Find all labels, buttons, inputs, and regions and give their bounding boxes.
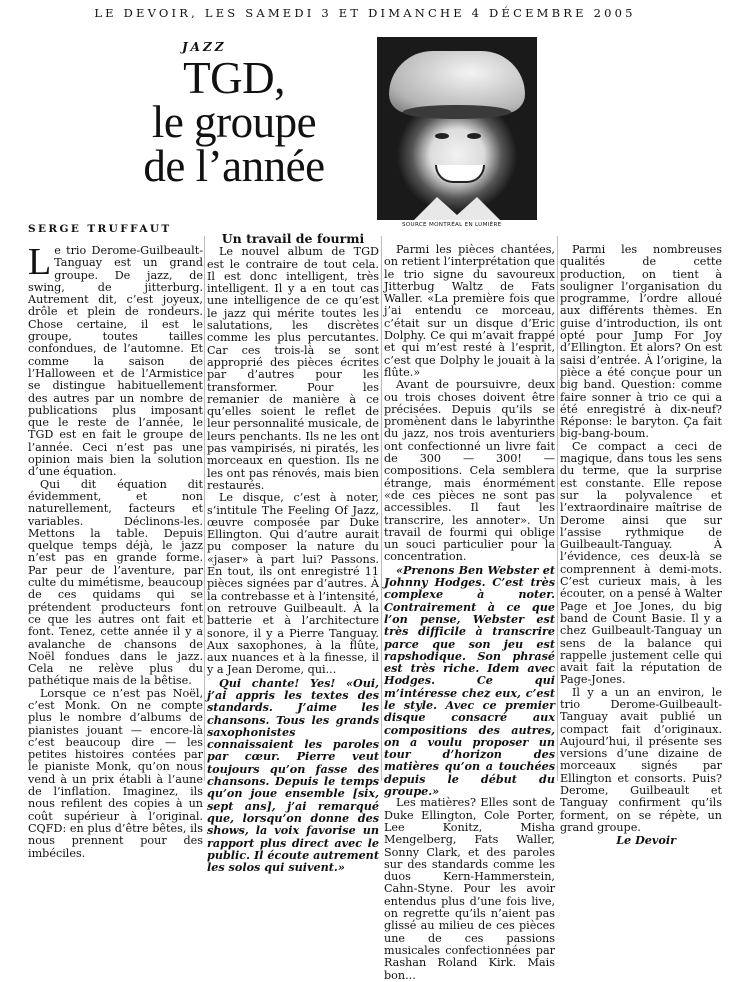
paragraph: Il y a un an environ, le trio Derome-Guilbeault-Tanguay avait publié un compact fait d’originaux. Aujourd’hui, il présente ses versions d’une dizaine de morceaux signés par Ellington et consorts. Puis? Derome, Guilbeault et Tanguay confirment qu’ils forment, on se répète, un grand groupe. <box>560 685 722 834</box>
eye-right-shape <box>467 133 481 139</box>
paragraph: Parmi les nombreuses qualités de cette production, on tient à souligner l’organisation du programme, l’ordre alloué aux différents thèmes. En guise d’introduction, ils ont opté pour Jump For Joy d’Ellington. Et alors? On est saisi d’entrée. À l’origine, la pièce a été conçue pour un big band. Question: comme faire sonner à trio ce qui a été enregistré à dix-neuf? Réponse: le baryton. Ça fait big-bang-boum. <box>560 243 722 441</box>
paragraph: Le nouvel album de TGD est le contraire de tout cela. Il est donc intelligent, très intelligent. Il y a en tout cas une intelligence de ce qu’est le jazz qui mérite toutes les salutations, les discrètes comme les plus percutantes. Car ces trois-là se sont approprié des pièces écrites par d’autres pour les transformer. Pour les remanier de manière à ce qu’elles soient le reflet de leur personnalité musicale, de leurs penchants. Ils ne les ont pas vampirisés, ni piratés, les morceaux en question. Ils ne les ont pas rénovés, mais bien restaurés. <box>207 245 379 492</box>
paragraph: Les matières? Elles sont de Duke Ellington, Cole Porter, Lee Konitz, Misha Mengelberg, Fats Waller, Sonny Clark, et des paroles sur des standards comme les duos Kern-Hammerstein, Cahn-Styne. Pour les avoir entendus plus d’une fois live, on regrette qu’ils n’aient pas glissé au milieu de ces pièces une de ces passions musicales confectionnées par Rashan Roland Kirk. Mais bon... <box>384 796 555 982</box>
eye-left-shape <box>435 133 449 139</box>
column-rule <box>557 236 558 781</box>
paragraph: Parmi les pièces chantées, on retient l’interprétation que le trio signe du savoureux Jitterbug Waltz de Fats Waller. «La première fois que j’ai entendu ce morceau, c’était sur un disque d’Eric Dolphy. Ce qui m’avait frappé et qui m’est resté à l’esprit, c’est que Dolphy le jouait à la flûte.» <box>384 243 555 379</box>
article-column-3 <box>384 244 555 982</box>
subheading: Un travail de fourmi <box>221 231 365 246</box>
quote-paragraph: Qui chante! Yes! «Oui, j’ai appris les textes des standards. J’aime les chansons. Tous les grands saxophonistes connaissaient les paroles par cœur. Pierre veut toujours qu’on fasse des chansons. Depuis le temps qu’on joue ensemble [six, sept ans], j’ai remarqué que, lorsqu’on donne des shows, la voix favorise un rapport plus direct avec le public. Il écoute autrement les solos qui suivent.» <box>207 675 379 875</box>
column-rule <box>381 236 382 781</box>
headline-line-2: le groupe <box>151 97 317 147</box>
byline: SERGE TRUFFAUT <box>28 223 172 235</box>
collar-shape <box>407 197 507 220</box>
article-column-4 <box>560 244 722 847</box>
hat-shape <box>389 51 525 113</box>
masthead: LE DEVOIR, LES SAMEDI 3 ET DIMANCHE 4 DÉCEMBRE 2005 <box>94 6 636 20</box>
paragraph: Qui dit équation dit évidemment, et non naturellement, facteurs et variables. Déclinons-les. Mettons la table. Depuis quelque temps déjà, le jazz n’est pas en grande forme. Par peur de l’aventure, par culte du mimétisme, beaucoup de ces quidams qui se prétendent producteurs font ce que les autres ont fait et font. Tenez, cette année il y a avalanche de chansons de Noël fondues dans le jazz. Cela ne relève plus du pathétique mais de la bêtise. <box>28 477 203 688</box>
paragraph: Avant de poursuivre, deux ou trois choses doivent être précisées. Depuis qu’ils se promènent dans le labyrinthe du jazz, nos trois aventuriers ont confectionné un livre fait de 300 — 300! — compositions. Cela semblera étrange, mais énormément «de ces pièces ne sont pas accessibles. Il faut les transcrire, les annoter». Un travail de fourmi qui oblige un souci particulier pour la concentration. <box>384 378 555 564</box>
smile-shape <box>435 165 485 183</box>
photo-credit: SOURCE MONTRÉAL EN LUMIÈRE <box>402 222 502 228</box>
column-rule <box>204 236 205 781</box>
rubric: JAZZ <box>182 40 227 54</box>
signature: Le Devoir <box>616 833 676 848</box>
headline <box>110 53 358 191</box>
hat-brim-shape <box>403 105 511 119</box>
paragraph: e trio Derome-Guilbeault-Tanguay est un grand groupe. De jazz, de swing, de jitterburg. Autrement dit, c’est joyeux, drôle et plein de rondeurs. Chose certaine, il est le groupe, toutes tailles confondues, de l’automne. Et comme la saison de l’Halloween et de l’Armistice se distingue habituellement des autres par un nombre de publications plus imposant que le reste de l’année, le TGD est en fait le groupe de l’année. Ceci n’est pas une opinion mais bien la solution d’une équation. <box>28 244 203 479</box>
paragraph: Le disque, c’est à noter, s’intitule The Feeling Of Jazz, œuvre composée par Duke Ellington. Qui d’autre aurait pu composer la nature du «jaser» à part lui? Passons. En tout, ils ont enregistré 11 pièces signées par d’autres. À la contrebasse et à l’intensité, on retrouve Guilbeault. À la batterie et à l’architecture sonore, il y a Pierre Tanguay. Aux saxophones, à la flûte, aux nuances et à la finesse, il y a Jean Derome, qui... <box>207 491 379 677</box>
headline-line-1: TGD, <box>183 53 285 103</box>
article-column-2 <box>207 233 379 873</box>
paragraph: Ce compact a ceci de magique, dans tous les sens du terme, que la surprise est constante. Elle repose sur la polyvalence et l’extraordinaire maîtrise de Derome ainsi que sur l’assise rythmique de Guilbeault-Tanguay. À l’évidence, ces deux-là se comprennent à demi-mots. C’est curieux mais, à les écouter, on a pensé à Walter Page et Joe Jones, du big band de Count Basie. Il y a chez Guilbeault-Tanguay un sens de la balance qui rappelle justement celle qui avait fait la réputation de Page-Jones. <box>560 439 722 687</box>
quote-paragraph: «Prenons Ben Webster et Johnny Hodges. C’est très complexe à noter. Contrairement à ce que l’on pense, Webster est très difficile à transcrire parce que son jeu est rapshodique. Son phrasé est très riche. Idem avec Hodges. Ce qui m’intéresse chez eux, c’est le style. Avec ce premier disque consacré aux compositions des autres, on a voulu proposer un tour d’horizon des matières qu’on a touchées depuis le début du groupe.» <box>384 562 555 799</box>
article-column-1 <box>28 241 203 860</box>
drop-cap: L <box>28 241 52 283</box>
portrait-photo <box>377 37 537 220</box>
paragraph: Lorsque ce n’est pas Noël, c’est Monk. On ne compte plus le nombre d’albums de pianistes jouant — encore-là c’est beaucoup dire — les petites histoires contées par le pianiste Monk, qu’on nous vend à un prix établi à l’aune de l’inflation. Imaginez, ils nous refilent des copies à un coût supérieur à l’original. CQFD: en plus d’être bêtes, ils nous prennent pour des imbéciles. <box>28 686 203 860</box>
headline-line-3: de l’année <box>143 141 325 191</box>
